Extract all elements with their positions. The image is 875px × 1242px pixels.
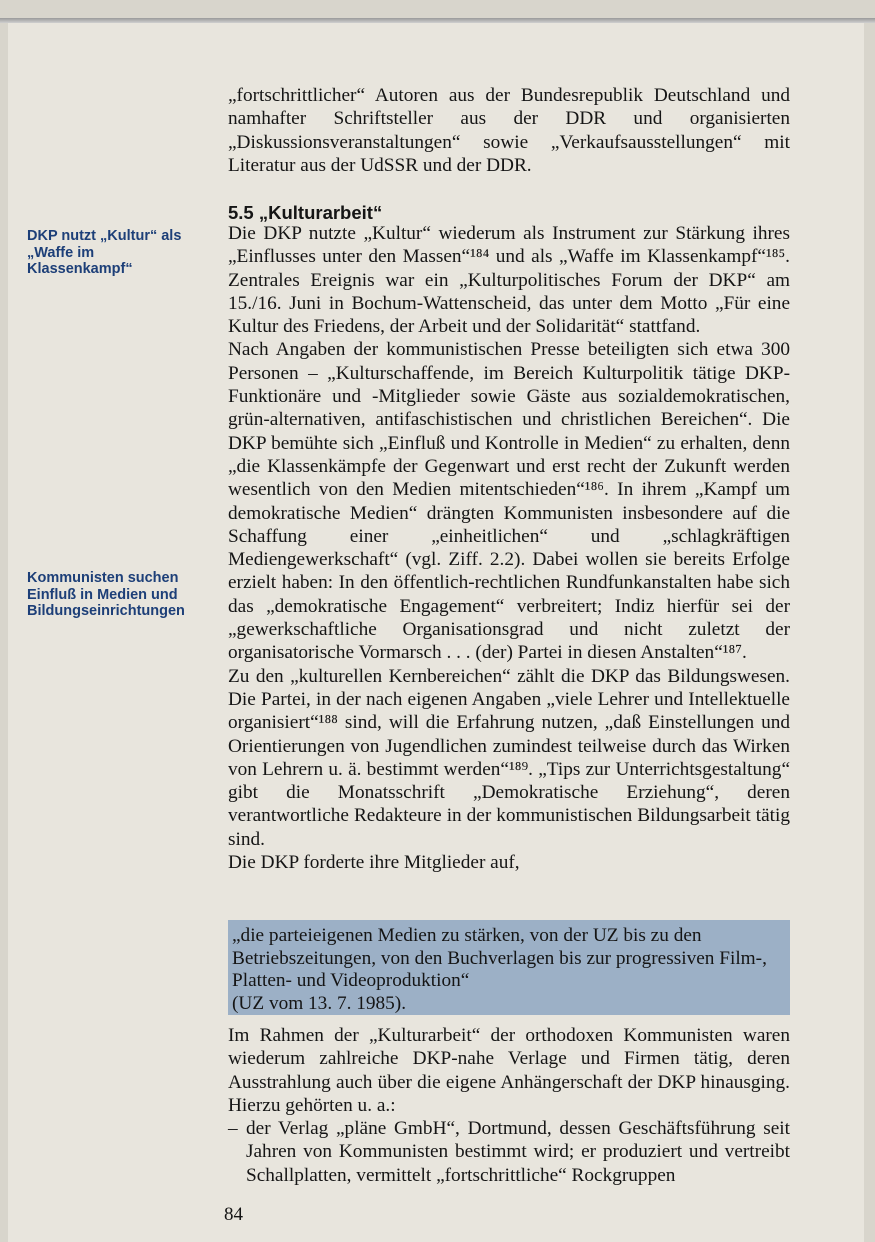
paragraph-bildung: Zu den „kulturellen Kernbereichen“ zählt die DKP das Bildungswesen. Die Partei, in der nach eigenen Angaben „viele Lehrer und Intellektuelle organisiert“¹⁸⁸ sind, will die Erfahrung nutzen, „daß Einstellungen und Orientierungen von Jugendlichen zumindest teilweise durch das Wirken von Lehrern u. ä. bestimmt werden“¹⁸⁹. „Tips zur Unterrichtsgestaltung“ gibt die Monatsschrift „Demokratische Erziehung“, deren verantwortliche Redakteure in der kommunistischen Bildungsarbeit tätig sind. — [228, 665, 790, 850]
list-dash: – — [228, 1118, 238, 1140]
intro-paragraph — [228, 84, 790, 177]
quote — [232, 925, 784, 1015]
page-top-edge — [0, 18, 875, 23]
section-heading: 5.5 „Kulturarbeit“ — [228, 202, 383, 223]
quote-source: (UZ vom 13. 7. 1985). — [232, 992, 407, 1014]
paragraph-medien: Nach Angaben der kommunistischen Presse beteiligten sich etwa 300 Personen – „Kulturschaffende, im Bereich Kulturpolitik tätige DKP-Funktionäre und -Mitglieder sowie Gäste aus sozialdemokratischen, grün-alternativen, antifaschistischen und christlichen Bereichen“. Die DKP bemühte sich „Einfluß und Kontrolle in Medien“ zu erhalten, denn „die Klassenkämpfe der Gegenwart und erst recht der Zukunft werden wesentlich von den Medien mitentschieden“¹⁸⁶. In ihrem „Kampf um demokratische Medien“ drängten Kommunisten insbesondere auf die Schaffung einer „einheitlichen“ und „schlagkräftigen Mediengewerkschaft“ (vgl. Ziff. 2.2). Dabei wollen sie bereits Erfolge erzielt haben: In den öffentlich-rechtlichen Rundfunkanstalten habe sich das „demokratische Engagement“ verbreitert; Indiz hierfür sei der „gewerkschaftliche Organisationsgrad und nicht zuletzt der organisatorische Vormarsch . . . (der) Partei in diesen Anstalten“¹⁸⁷. — [228, 339, 790, 664]
body-text — [228, 222, 790, 874]
closing-text — [228, 1024, 790, 1187]
quote-text: „die parteieigenen Medien zu stärken, von der UZ bis zu den Betriebszeitungen, von den Buchverlagen bis zur progressiven Film-, Platten- und Videoproduktion“ — [232, 925, 767, 991]
paragraph-verlage: Im Rahmen der „Kulturarbeit“ der orthodoxen Kommunisten waren wiederum zahlreiche DKP-nahe Verlage und Firmen tätig, deren Ausstrahlung auch über die eigene Anhängerschaft der DKP hinausging. Hierzu gehörten u. a.: — [228, 1025, 790, 1116]
paragraph-kultur: Die DKP nutzte „Kultur“ wiederum als Instrument zur Stärkung ihres „Einflusses unter den Massen“¹⁸⁴ und als „Waffe im Klassenkampf“¹⁸⁵. Zentrales Ereignis war ein „Kulturpolitisches Forum der DKP“ am 15./16. Juni in Bochum-Wattenscheid, das unter dem Motto „Für eine Kultur des Friedens, der Arbeit und der Solidarität“ stattfand. — [228, 223, 790, 338]
list-item-text: der Verlag „pläne GmbH“, Dortmund, dessen Geschäftsführung seit Jahren von Kommunisten bestimmt wird; er produziert und vertreibt Schallplatten, vermittelt „fortschrittliche“ Rockgruppen — [246, 1118, 790, 1186]
intro-text: „fortschrittlicher“ Autoren aus der Bundesrepublik Deutschland und namhafter Schriftsteller aus der DDR und organisierten „Diskussionsveranstaltungen“ sowie „Verkaufsausstellungen“ mit Literatur aus der UdSSR und der DDR. — [228, 85, 790, 176]
margin-note-kultur: DKP nutzt „Kultur“ als „Waffe im Klassenkampf“ — [27, 228, 182, 277]
paragraph-aufruf: Die DKP forderte ihre Mitglieder auf, — [228, 852, 520, 874]
margin-note-medien: Kommunisten suchen Einfluß in Medien und Bildungseinrichtungen — [27, 570, 185, 619]
page-number: 84 — [224, 1204, 243, 1225]
list-item — [228, 1117, 790, 1187]
